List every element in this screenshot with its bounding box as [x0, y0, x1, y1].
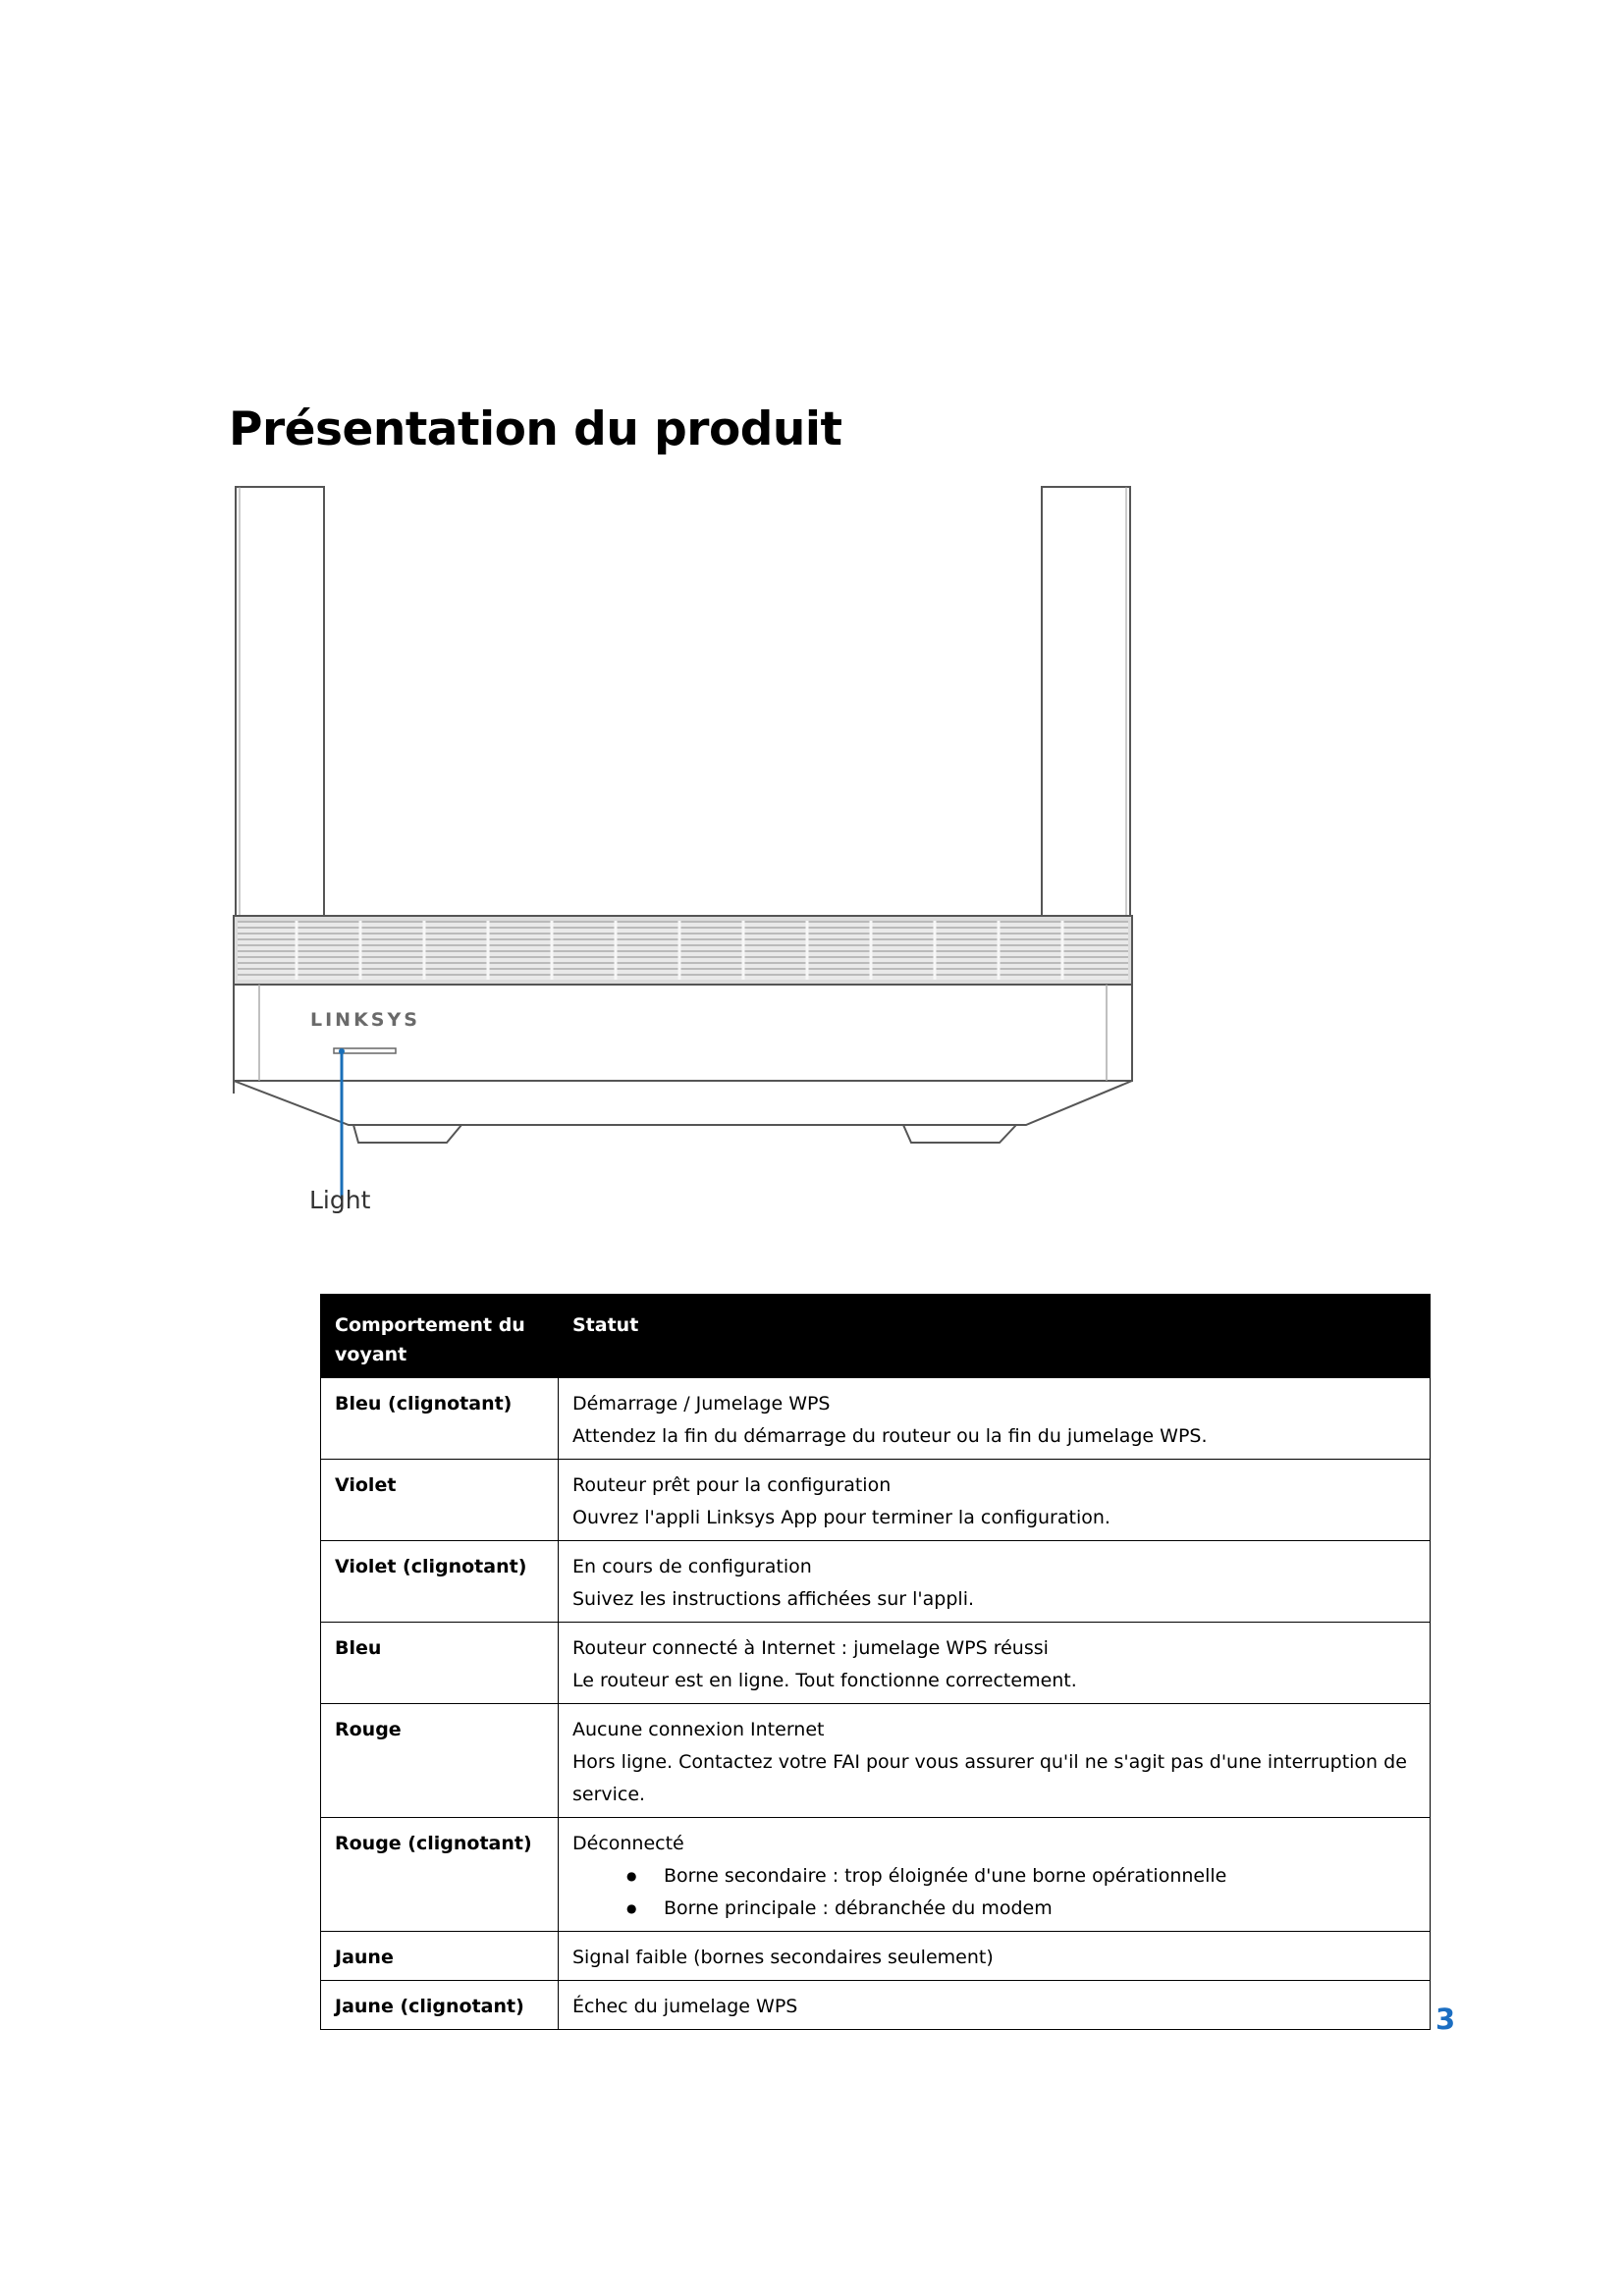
list-item: ● Borne principale : débranchée du modem	[626, 1893, 1416, 1925]
behavior-cell: Bleu	[321, 1623, 559, 1704]
status-cell	[559, 1541, 1431, 1623]
status-detail: Suivez les instructions affichées sur l'appli.	[572, 1588, 975, 1610]
page-title: Présentation du produit	[229, 402, 842, 456]
table-row	[321, 1460, 1431, 1541]
status-text: Démarrage / Jumelage WPS	[572, 1393, 831, 1415]
behavior-cell: Bleu (clignotant)	[321, 1378, 559, 1460]
front-panel	[234, 985, 1132, 1125]
status-detail: Ouvrez l'appli Linksys App pour terminer la configuration.	[572, 1507, 1110, 1528]
status-cell	[559, 1818, 1431, 1932]
behavior-cell: Rouge	[321, 1704, 559, 1818]
led-status-table	[320, 1294, 1431, 2030]
status-cell	[559, 1981, 1431, 2030]
status-text: En cours de configuration	[572, 1556, 812, 1577]
behavior-cell: Violet	[321, 1460, 559, 1541]
table-header-row	[321, 1295, 1431, 1378]
status-text: Échec du jumelage WPS	[572, 1996, 798, 2017]
page-number: 3	[1435, 2002, 1456, 2036]
status-cell	[559, 1378, 1431, 1460]
table-row	[321, 1932, 1431, 1981]
status-bullet-list	[572, 1860, 1416, 1925]
brand-logo-text: LINKSYS	[310, 1009, 420, 1031]
behavior-cell: Jaune	[321, 1932, 559, 1981]
status-cell	[559, 1932, 1431, 1981]
status-detail: Le routeur est en ligne. Tout fonctionne correctement.	[572, 1670, 1077, 1691]
left-antenna	[236, 487, 324, 919]
status-text: Routeur connecté à Internet : jumelage WPS réussi	[572, 1637, 1049, 1659]
right-antenna	[1042, 487, 1130, 919]
table-row	[321, 1541, 1431, 1623]
list-item: ● Borne secondaire : trop éloignée d'une borne opérationnelle	[626, 1860, 1416, 1893]
table-row	[321, 1623, 1431, 1704]
status-text: Aucune connexion Internet	[572, 1719, 825, 1740]
status-text: Déconnecté	[572, 1833, 684, 1854]
status-cell	[559, 1704, 1431, 1818]
behavior-cell: Violet (clignotant)	[321, 1541, 559, 1623]
table-row	[321, 1981, 1431, 2030]
table-row	[321, 1378, 1431, 1460]
header-status: Statut	[559, 1295, 1431, 1378]
status-cell	[559, 1623, 1431, 1704]
router-drawing	[226, 477, 1139, 1233]
table-row	[321, 1704, 1431, 1818]
behavior-cell: Jaune (clignotant)	[321, 1981, 559, 2030]
status-detail: Hors ligne. Contactez votre FAI pour vous assurer qu'il ne s'agit pas d'une interruption de service.	[572, 1751, 1407, 1805]
status-text: Signal faible (bornes secondaires seulement)	[572, 1947, 994, 1968]
status-text: Routeur prêt pour la configuration	[572, 1474, 892, 1496]
router-front-illustration	[226, 477, 1139, 1233]
feet	[353, 1125, 1016, 1143]
table-row	[321, 1818, 1431, 1932]
light-callout-label: Light	[309, 1186, 371, 1214]
header-behavior: Comportement du voyant	[321, 1295, 559, 1378]
status-detail: Attendez la fin du démarrage du routeur ou la fin du jumelage WPS.	[572, 1425, 1208, 1447]
behavior-cell: Rouge (clignotant)	[321, 1818, 559, 1932]
status-cell	[559, 1460, 1431, 1541]
